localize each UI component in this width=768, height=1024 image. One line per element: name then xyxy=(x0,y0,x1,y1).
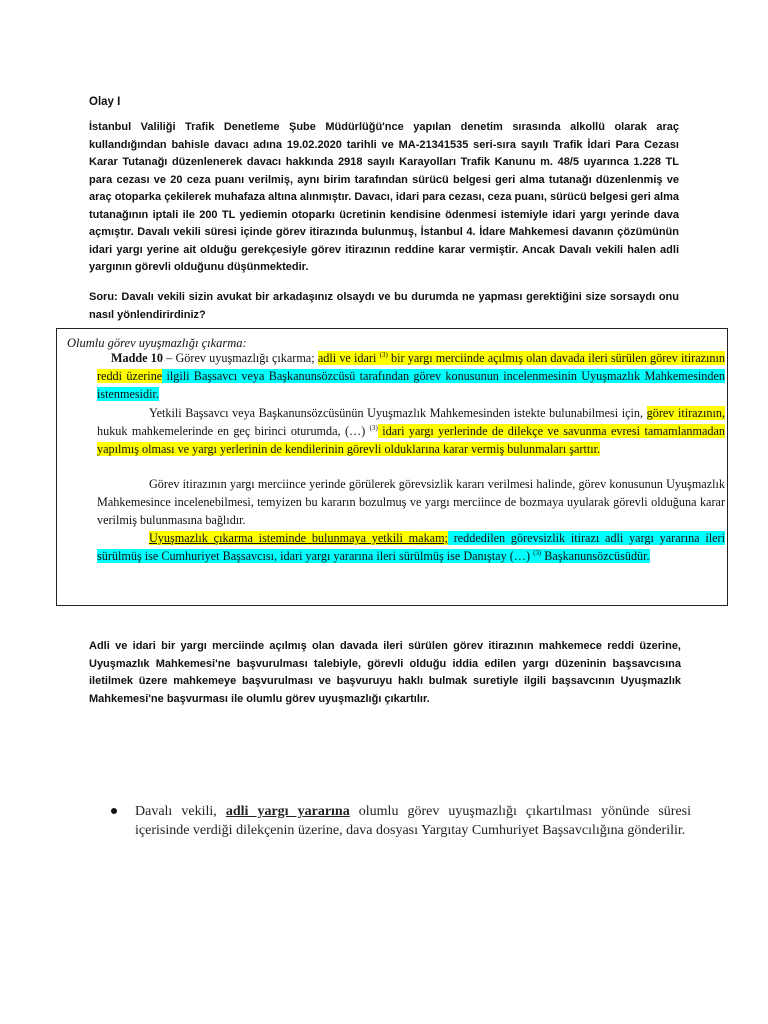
text-run: olumlu görev uyuşmazlığı çıkartılması yönünde süresi içerisinde verdiği dilekçenin üzerine, dava dosyası Yargıtay Cumhuriyet Başsavcılığına gönderilir. xyxy=(135,804,692,838)
emphasis-text: adli yargı yararına xyxy=(225,804,350,819)
footnote-mark: (3) xyxy=(379,350,388,359)
bullet-icon xyxy=(111,808,117,814)
text-run: adli ve idari xyxy=(317,351,380,365)
text-run: reddedilen görevsizlik itirazı adli yargı yararına ileri sürülmüş ise Cumhuriyet Başsavcısı, idari yargı yararına ileri sürülmüş ise Danıştay (…) xyxy=(97,531,725,563)
case-paragraph: İstanbul Valiliği Trafik Denetleme Şube Müdürlüğü'nce yapılan denetim sırasında alkollü olarak araç kullandığından bahisle davacı adına 19.02.2020 tarihli ve MA-21341535 seri-sıra sayılı Trafik İdari Para Cezası Karar Tutanağı düzenlenerek davacı hakkında 2918 sayılı Karayolları Trafik Kanunu m. 48/5 uyarınca 1.228 TL para cezası ve 20 ceza puanı verilmiş, aynı birim tarafından sürücü belgesi geri alma tutanağı düzenlenmiş ve araç otoparka çekilerek muhafaza altına alınmıştır. Davacı, idari para cezası, ceza puanı, sürücü belgesi geri alma tutanağının iptali ile 200 TL yediemin otoparkı ücretinin kendisine ödenmesi istemiyle idari yargı yerinde dava açmıştır. Davalı vekili süresi içinde görev itirazında bulunmuş, İstanbul 4. İdare Mahkemesi davanın çözümünün idari yargı yerine ait olduğu gerekçesiyle görev itirazının reddine karar vermiştir. Ancak Davalı vekili halen adli yargının görevli olduğunu düşünmektedir. xyxy=(89,121,679,273)
box-title: Olumlu görev uyuşmazlığı çıkarma: xyxy=(67,336,247,350)
text-run: Başkanunsözcüsüdür. xyxy=(541,548,650,563)
list-item xyxy=(116,802,691,840)
bullet-text xyxy=(135,802,691,840)
footnote-mark: (3) xyxy=(533,548,542,557)
article-label: Madde 10 xyxy=(111,351,163,365)
text-run: Davalı vekili, xyxy=(135,804,226,819)
text-run: bir yargı merciinde açılmış olan davada ileri sürülen görev itirazının reddi üzerine xyxy=(97,351,725,383)
section-heading: Olay I xyxy=(89,96,121,108)
law-paragraph-4 xyxy=(97,530,725,566)
law-paragraph-2 xyxy=(97,405,725,458)
law-paragraph-1 xyxy=(97,350,725,403)
highlight-yellow: idari yargı yerlerinde de dilekçe ve savunma evresi tamamlanmadan yapılmış olması ve yargı yerlerinin de kendilerinin görevli olduklarına karar vermiş bulunmaları şarttır. xyxy=(97,423,725,456)
highlight-yellow: görev itirazının, xyxy=(646,406,725,420)
law-excerpt-box xyxy=(56,328,728,606)
text-run: Görev itirazının yargı merciince yerinde görülerek görevsizlik kararı verilmesi halinde, görev konusunun Uyuşmazlık Mahkemesince incelenebilmesi, temyizen bu kararın bozulmuş ve yargı merciince de bozmaya uyularak görevli olduğuna karar verilmiş bulunmasına bağlıdır. xyxy=(97,477,725,527)
question-paragraph: Soru: Davalı vekili sizin avukat bir arkadaşınız olsaydı ve bu durumda ne yapması gerektiğini size sorsaydı onu nasıl yönlendirirdiniz? xyxy=(89,291,679,321)
answer-paragraph: Adli ve idari bir yargı merciinde açılmış olan davada ileri sürülen görev itirazının mahkemece reddi üzerine, Uyuşmazlık Mahkemesi'ne başvurulması talebiyle, görevli olduğu iddia edilen yargı düzeninin başsavcısına iletilmek üzere mahkemeye başvurulması ve başvuruyu haklı bulmak suretiyle ilgili başsavcının Uyuşmazlık Mahkemesi'ne başvurması ile olumlu görev uyuşmazlığı çıkartılır. xyxy=(89,640,681,705)
text-run: Yetkili Başsavcı veya Başkanunsözcüsünün Uyuşmazlık Mahkemesinden istekte bulunabilmesi için, xyxy=(149,406,647,420)
highlight-yellow: Uyuşmazlık çıkarma isteminde bulunmaya yetkili makam; xyxy=(149,531,448,545)
text-run: hukuk mahkemelerinde en geç birinci oturumda, (…) xyxy=(97,423,370,438)
highlight-cyan: ilgili Başsavcı veya Başkanunsözcüsü tarafından görev konusunun incelenmesinin Uyuşmazlık Mahkemesinden istenmesidir. xyxy=(97,368,726,401)
text-run: – Görev uyuşmazlığı çıkarma; xyxy=(162,351,318,365)
footnote-mark: (3) xyxy=(369,423,378,432)
law-paragraph-3 xyxy=(97,476,725,529)
